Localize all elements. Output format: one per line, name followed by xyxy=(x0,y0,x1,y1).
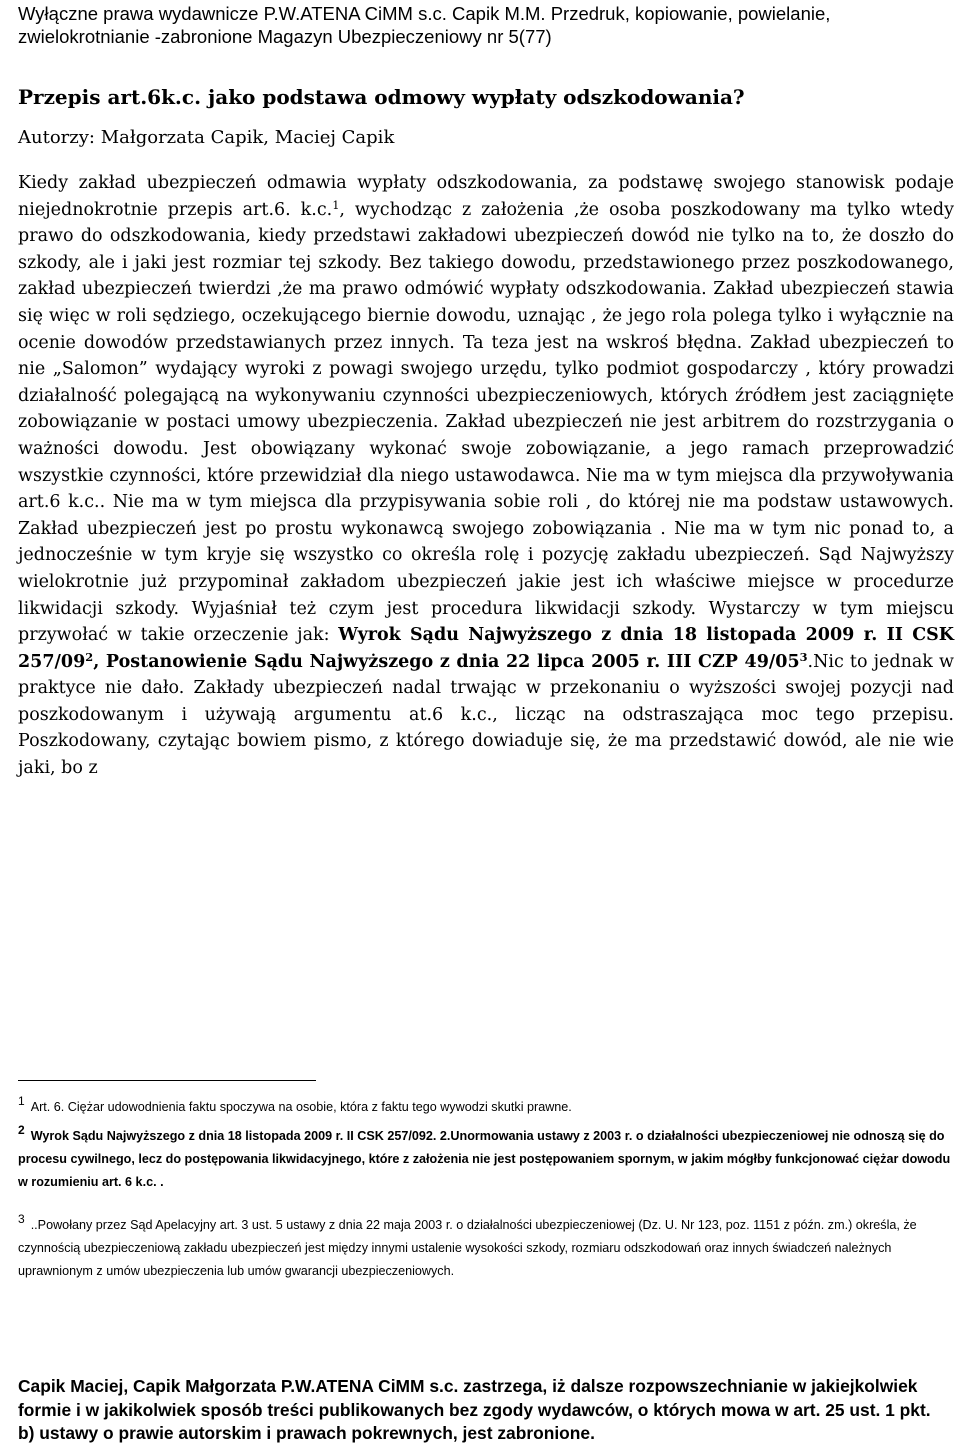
footnote-3 xyxy=(18,1208,958,1283)
footnote-number: 3 xyxy=(18,1212,25,1226)
footnote-gap xyxy=(18,1194,958,1208)
citation-supreme-court-2009: Wyrok Sądu Najwyższego z dnia 18 listopada 2009 r. II CSK 257/09 xyxy=(18,625,955,672)
citation-supreme-court-2005: , Postanowienie Sądu Najwyższego z dnia 22 lipca 2005 r. III CZP 49/05 xyxy=(93,651,800,672)
footnote-1 xyxy=(18,1090,958,1119)
article-authors: Autorzy: Małgorzata Capik, Maciej Capik xyxy=(18,127,395,148)
article-title: Przepis art.6k.c. jako podstawa odmowy wypłaty odszkodowania? xyxy=(18,85,745,109)
footnote-separator xyxy=(18,1080,316,1081)
body-text-1: Kiedy zakład ubezpieczeń odmawia wypłaty odszkodowania, za podstawę swojego stanowisk podaje niejednokrotnie przepis art.6. k.c. xyxy=(18,173,954,220)
footnote-ref-3[interactable]: 3 xyxy=(799,649,808,664)
footnote-ref-1[interactable]: 1 xyxy=(332,197,340,212)
article-body xyxy=(18,170,954,782)
footnote-2 xyxy=(18,1119,958,1194)
footnotes xyxy=(18,1090,958,1283)
body-text-2: , wychodząc z założenia ,że osoba poszkodowany ma tylko wtedy prawo do odszkodowania, kiedy przedstawi zakładowi ubezpieczeń dowód nie tylko na to, że doszło do szkody, ale i jaki jest rozmiar tej szkody. Bez takiego dowodu, przedstawionego przez poszkodowanego, zakład ubezpieczeń twierdzi ,że ma prawo odmówić wypłaty odszkodowania. Zakład ubezpieczeń stawia się więc w roli sędziego, oczekującego biernie dowodu, uznając , że jego rola polega tylko i wyłącznie na ocenie dowodów przedstawianych przez innych. Ta teza jest na wskroś błędna. Zakład ubezpieczeń to nie „Salomon” wydający wyroki z powagi swojego urzędu, tylko podmiot gospodarczy , który prowadzi działalność polegającą na wykonywaniu czynności ubezpieczeniowych, których źródłem jest zaciągnięte zobowiązanie w postaci umowy ubezpieczenia. Zakład ubezpieczeń nie jest arbitrem do rozstrzygania o ważności dowodu. Jest obowiązany wykonać swoje zobowiązanie, a jego ramach przeprowadzić wszystkie czynności, które przewidział dla niego ustawodawca. Nie ma w tym miejsca dla przywoływania art.6 k.c.. Nie ma w tym miejsca dla przypisywania sobie roli , do której nie ma podstaw ustawowych. Zakład ubezpieczeń jest po prostu wykonawcą swojego zobowiązania . Nie ma w tym nic ponad to, a jednocześnie w tym kryje się wszystko co określa rolę i pozycję zakładu ubezpieczeń. Sąd Najwyższy wielokrotnie już przypominał zakładom ubezpieczeń jakie jest ich właściwe miejsce w procedurze likwidacji szkody. Wyjaśniał też czym jest procedura likwidacji szkody. Wystarczy w tym miejscu przywołać w takie orzeczenie jak: xyxy=(18,199,954,646)
footnote-text: Art. 6. Ciężar udowodnienia faktu spoczywa na osobie, która z faktu tego wywodzi skutki prawne. xyxy=(30,1100,572,1114)
copyright-header: Wyłączne prawa wydawnicze P.W.ATENA CiMM s.c. Capik M.M. Przedruk, kopiowanie, powielanie, zwielokrotnianie -zabronione Magazyn Ubezpieczeniowy nr 5(77) xyxy=(18,3,831,47)
footnote-text: Wyrok Sądu Najwyższego z dnia 18 listopada 2009 r. II CSK 257/092. 2.Unormowania ustawy z 2003 r. o działalności ubezpieczeniowej nie odnoszą się do procesu cywilnego, lecz do postępowania likwidacyjnego, które z założenia nie jest postępowaniem spornym, w jakim mógłby funkcjonować ciężar dowodu w rozumieniu art. 6 k.c. . xyxy=(18,1129,951,1189)
body-text-3: .Nic to jednak w praktyce nie dało. Zakłady ubezpieczeń nadal trwając w przekonaniu o wyższości swojej pozycji nad poszkodowanym i używają argumentu at.6 k.c., licząc na odstraszająca moc tego przepisu. Poszkodowany, czytając bowiem pismo, z którego dowiaduje się, że ma przedstawić dowód, ale nie wie jaki, bo z xyxy=(18,651,954,779)
footnote-number: 2 xyxy=(18,1123,25,1137)
footnote-number: 1 xyxy=(18,1094,25,1108)
footnote-text: ..Powołany przez Sąd Apelacyjny art. 3 ust. 5 ustawy z dnia 22 maja 2003 r. o działalności ubezpieczeniowej (Dz. U. Nr 123, poz. 1151 z późn. zm.) określa, że czynnością ubezpieczeniową zakładu ubezpieczeń jest między innymi ustalenie wysokości szkody, rozmiaru odszkodowań oraz innych świadczeń należnych uprawnionym z umów ubezpieczenia lub umów gwarancji ubezpieczeniowych. xyxy=(18,1218,917,1278)
copyright-footer: Capik Maciej, Capik Małgorzata P.W.ATENA CiMM s.c. zastrzega, iż dalsze rozpowszechnianie w jakiejkolwiek formie i w jakikolwiek sposób treści publikowanych bez zgody wydawców, o których mowa w art. 25 ust. 1 pkt. b) ustawy o prawie autorskim i prawach pokrewnych, jest zabronione. xyxy=(18,1376,931,1443)
footnote-ref-2[interactable]: 2 xyxy=(85,649,94,664)
